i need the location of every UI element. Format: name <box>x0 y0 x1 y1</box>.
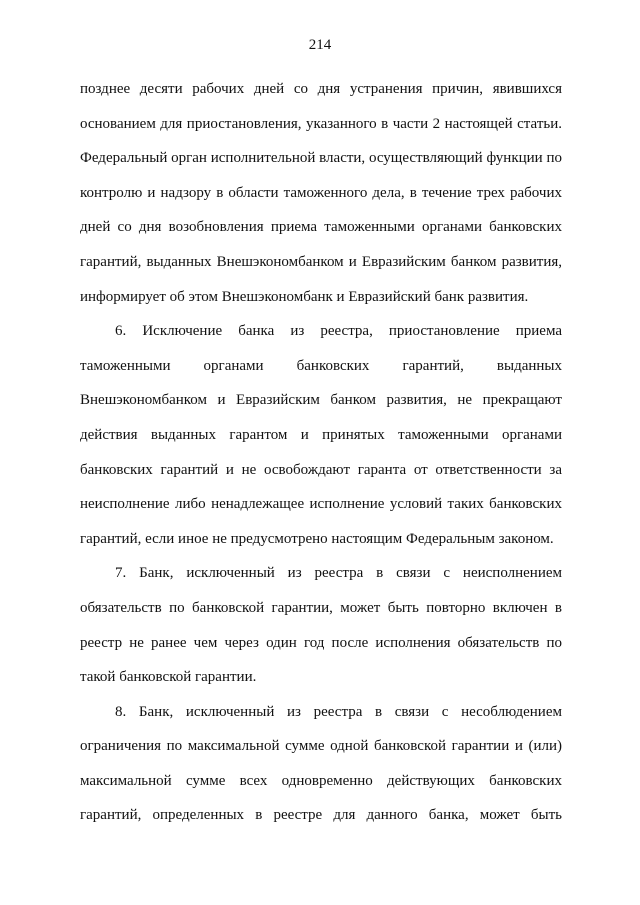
text-line: таможенными органами банковских гарантий, выданных <box>80 357 562 374</box>
paragraph-first-line: 6. Исключение банка из реестра, приостановление приема <box>115 323 562 340</box>
text-line: неисполнение либо ненадлежащее исполнение условий таких банковских <box>80 496 562 513</box>
text-line: ограничения по максимальной сумме одной банковской гарантии и (или) <box>80 738 562 755</box>
text-line: контролю и надзору в области таможенного дела, в течение трех рабочих <box>80 184 562 201</box>
paragraph-first-line: 8. Банк, исключенный из реестра в связи с несоблюдением <box>115 703 562 720</box>
text-line: дней со дня возобновления приема таможенными органами банковских <box>80 219 562 236</box>
text-line: реестр не ранее чем через один год после исполнения обязательств по <box>80 634 562 651</box>
text-line: максимальной сумме всех одновременно действующих банковских <box>80 772 562 789</box>
text-line: гарантий, выданных Внешэкономбанком и Евразийским банком развития, <box>80 253 562 270</box>
text-line: действия выданных гарантом и принятых таможенными органами <box>80 426 562 443</box>
paragraph-last-line: гарантий, если иное не предусмотрено настоящим Федеральным законом. <box>80 530 554 547</box>
text-line: гарантий, определенных в реестре для данного банка, может быть <box>80 807 562 824</box>
text-line: позднее десяти рабочих дней со дня устранения причин, явившихся <box>80 81 562 97</box>
paragraph-last-line: такой банковской гарантии. <box>80 669 257 686</box>
text-line: банковских гарантий и не освобождают гаранта от ответственности за <box>80 461 562 478</box>
text-line: основанием для приостановления, указанного в части 2 настоящей статьи. <box>80 115 562 132</box>
text-line: Федеральный орган исполнительной власти, осуществляющий функции по <box>80 150 562 167</box>
text-line: обязательств по банковской гарантии, может быть повторно включен в <box>80 599 562 616</box>
paragraph-last-line: информирует об этом Внешэкономбанк и Евразийский банк развития. <box>80 288 529 305</box>
paragraph-first-line: 7. Банк, исключенный из реестра в связи с неисполнением <box>115 565 562 582</box>
text-line: Внешэкономбанком и Евразийским банком развития, не прекращают <box>80 392 562 409</box>
document-body <box>80 72 562 833</box>
page-number: 214 <box>308 37 332 53</box>
